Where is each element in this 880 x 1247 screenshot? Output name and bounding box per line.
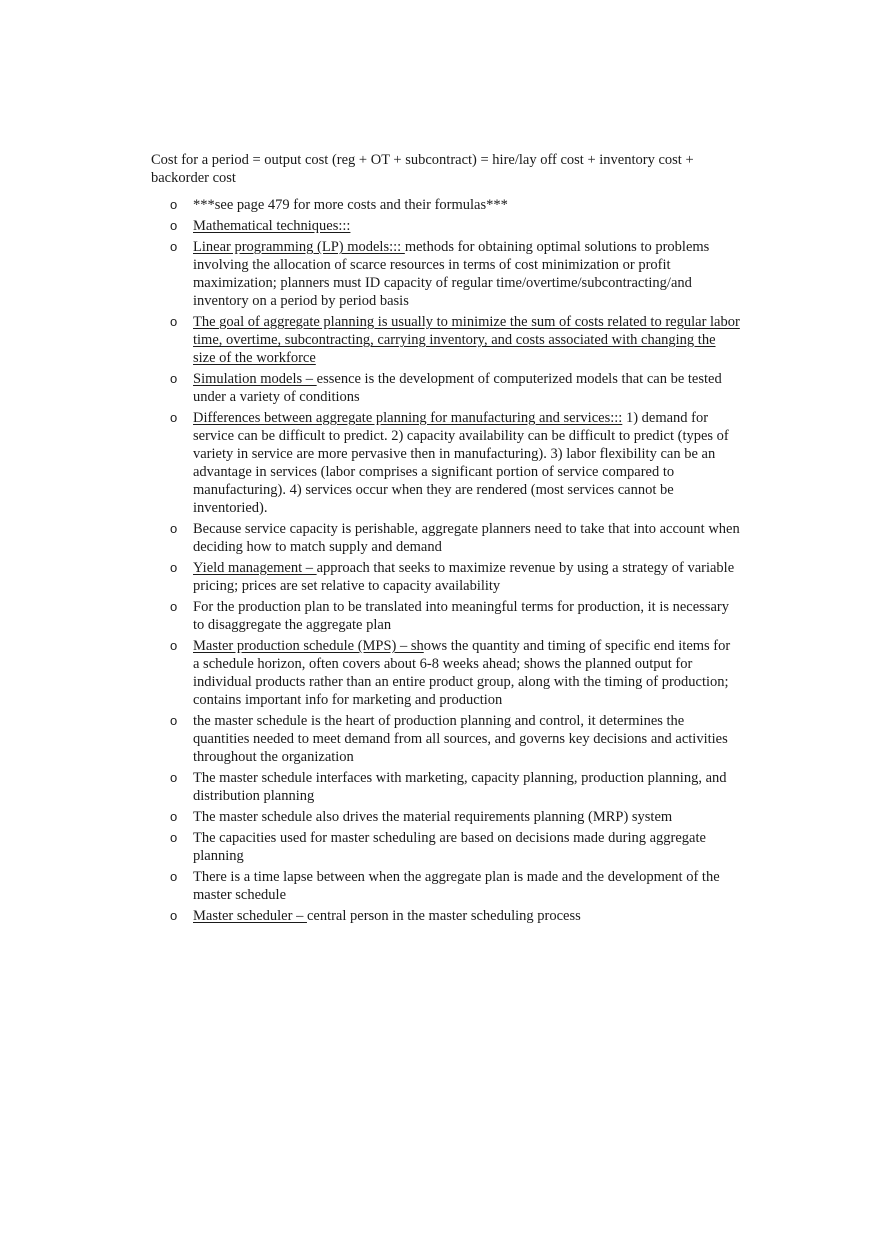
bullet-item: [170, 217, 740, 235]
bullet-marker-icon: o: [170, 218, 178, 233]
bullet-item: [170, 769, 740, 805]
bullet-marker-icon: o: [170, 371, 178, 386]
bullet-item: [170, 868, 740, 904]
bullet-text: essence is the development of computerized models that can be tested under a variety of conditions: [193, 371, 722, 405]
bullet-item: [170, 196, 740, 214]
bullet-term: Yield management –: [193, 560, 317, 576]
bullet-text: approach that seeks to maximize revenue by using a strategy of variable pricing; prices are set relative to capacity availability: [193, 560, 735, 594]
bullet-term: Simulation models –: [193, 371, 317, 387]
bullet-item: [170, 712, 740, 766]
bullet-marker-icon: o: [170, 869, 178, 884]
bullet-marker-icon: o: [170, 770, 178, 785]
bullet-item: [170, 598, 740, 634]
bullet-marker-icon: o: [170, 197, 178, 212]
bullet-marker-icon: o: [170, 521, 178, 536]
bullet-term: The goal of aggregate planning is usually to minimize the sum of costs related to regular labor time, overtime, subcontracting, carrying inventory, and costs associated with changing the size of the workforce: [193, 314, 740, 366]
bullet-text: 1) demand for service can be difficult to predict. 2) capacity availability can be difficult to predict (types of variety in service are more pervasive then in manufacturing). 3) labor flexibility can be an advantage in services (labor comprises a significant portion of service compared to manufacturing). 4) services occur when they are rendered (most services cannot be inventoried).: [193, 410, 729, 516]
bullet-item: [170, 808, 740, 826]
bullet-text: ows the quantity and timing of specific end items for a schedule horizon, often covers about 6-8 weeks ahead; shows the planned output for individual products rather than an entire product group, along with the timing of production; contains important info for marketing and production: [193, 638, 731, 708]
bullet-marker-icon: o: [170, 809, 178, 824]
bullet-item: [170, 907, 740, 925]
bullet-text: methods for obtaining optimal solutions to problems involving the allocation of scarce resources in terms of cost minimization or profit maximization; planners must ID capacity of regular time/overtime/subcontracting/and inventory on a period by period basis: [193, 239, 710, 309]
bullet-item: [170, 637, 740, 709]
bullet-marker-icon: o: [170, 239, 178, 254]
bullet-marker-icon: o: [170, 599, 178, 614]
bullet-text: Because service capacity is perishable, aggregate planners need to take that into account when deciding how to match supply and demand: [193, 521, 740, 555]
bullet-item: [170, 409, 740, 517]
bullet-text: the master schedule is the heart of production planning and control, it determines the quantities needed to meet demand from all sources, and governs key decisions and activities throughout the organization: [193, 713, 728, 765]
intro-paragraph: Cost for a period = output cost (reg + OT + subcontract) = hire/lay off cost + inventory cost + backorder cost: [151, 152, 694, 186]
bullet-marker-icon: o: [170, 560, 178, 575]
bullet-text: central person in the master scheduling process: [306, 908, 581, 924]
bullet-item: [170, 829, 740, 865]
bullet-marker-icon: o: [170, 410, 178, 425]
bullet-text: There is a time lapse between when the aggregate plan is made and the development of the master schedule: [193, 869, 720, 903]
bullet-list: [170, 196, 740, 928]
bullet-marker-icon: o: [170, 713, 178, 728]
bullet-item: [170, 238, 740, 310]
bullet-text: The master schedule interfaces with marketing, capacity planning, production planning, and distribution planning: [193, 770, 727, 804]
bullet-item: [170, 520, 740, 556]
bullet-marker-icon: o: [170, 314, 178, 329]
bullet-term: Master production schedule (MPS) – sh: [193, 638, 424, 654]
bullet-text: The master schedule also drives the material requirements planning (MRP) system: [193, 809, 673, 825]
bullet-text: The capacities used for master scheduling are based on decisions made during aggregate planning: [193, 830, 706, 864]
bullet-term: Mathematical techniques:::: [193, 218, 351, 234]
bullet-term: Master scheduler –: [193, 908, 307, 924]
bullet-item: [170, 370, 740, 406]
bullet-text: For the production plan to be translated into meaningful terms for production, it is necessary to disaggregate the aggregate plan: [193, 599, 729, 633]
bullet-item: [170, 313, 740, 367]
bullet-marker-icon: o: [170, 908, 178, 923]
bullet-item: [170, 559, 740, 595]
bullet-term: Linear programming (LP) models:::: [193, 239, 405, 255]
bullet-term: Differences between aggregate planning for manufacturing and services:::: [193, 410, 623, 426]
bullet-marker-icon: o: [170, 830, 178, 845]
bullet-marker-icon: o: [170, 638, 178, 653]
bullet-text: ***see page 479 for more costs and their formulas***: [193, 197, 508, 213]
